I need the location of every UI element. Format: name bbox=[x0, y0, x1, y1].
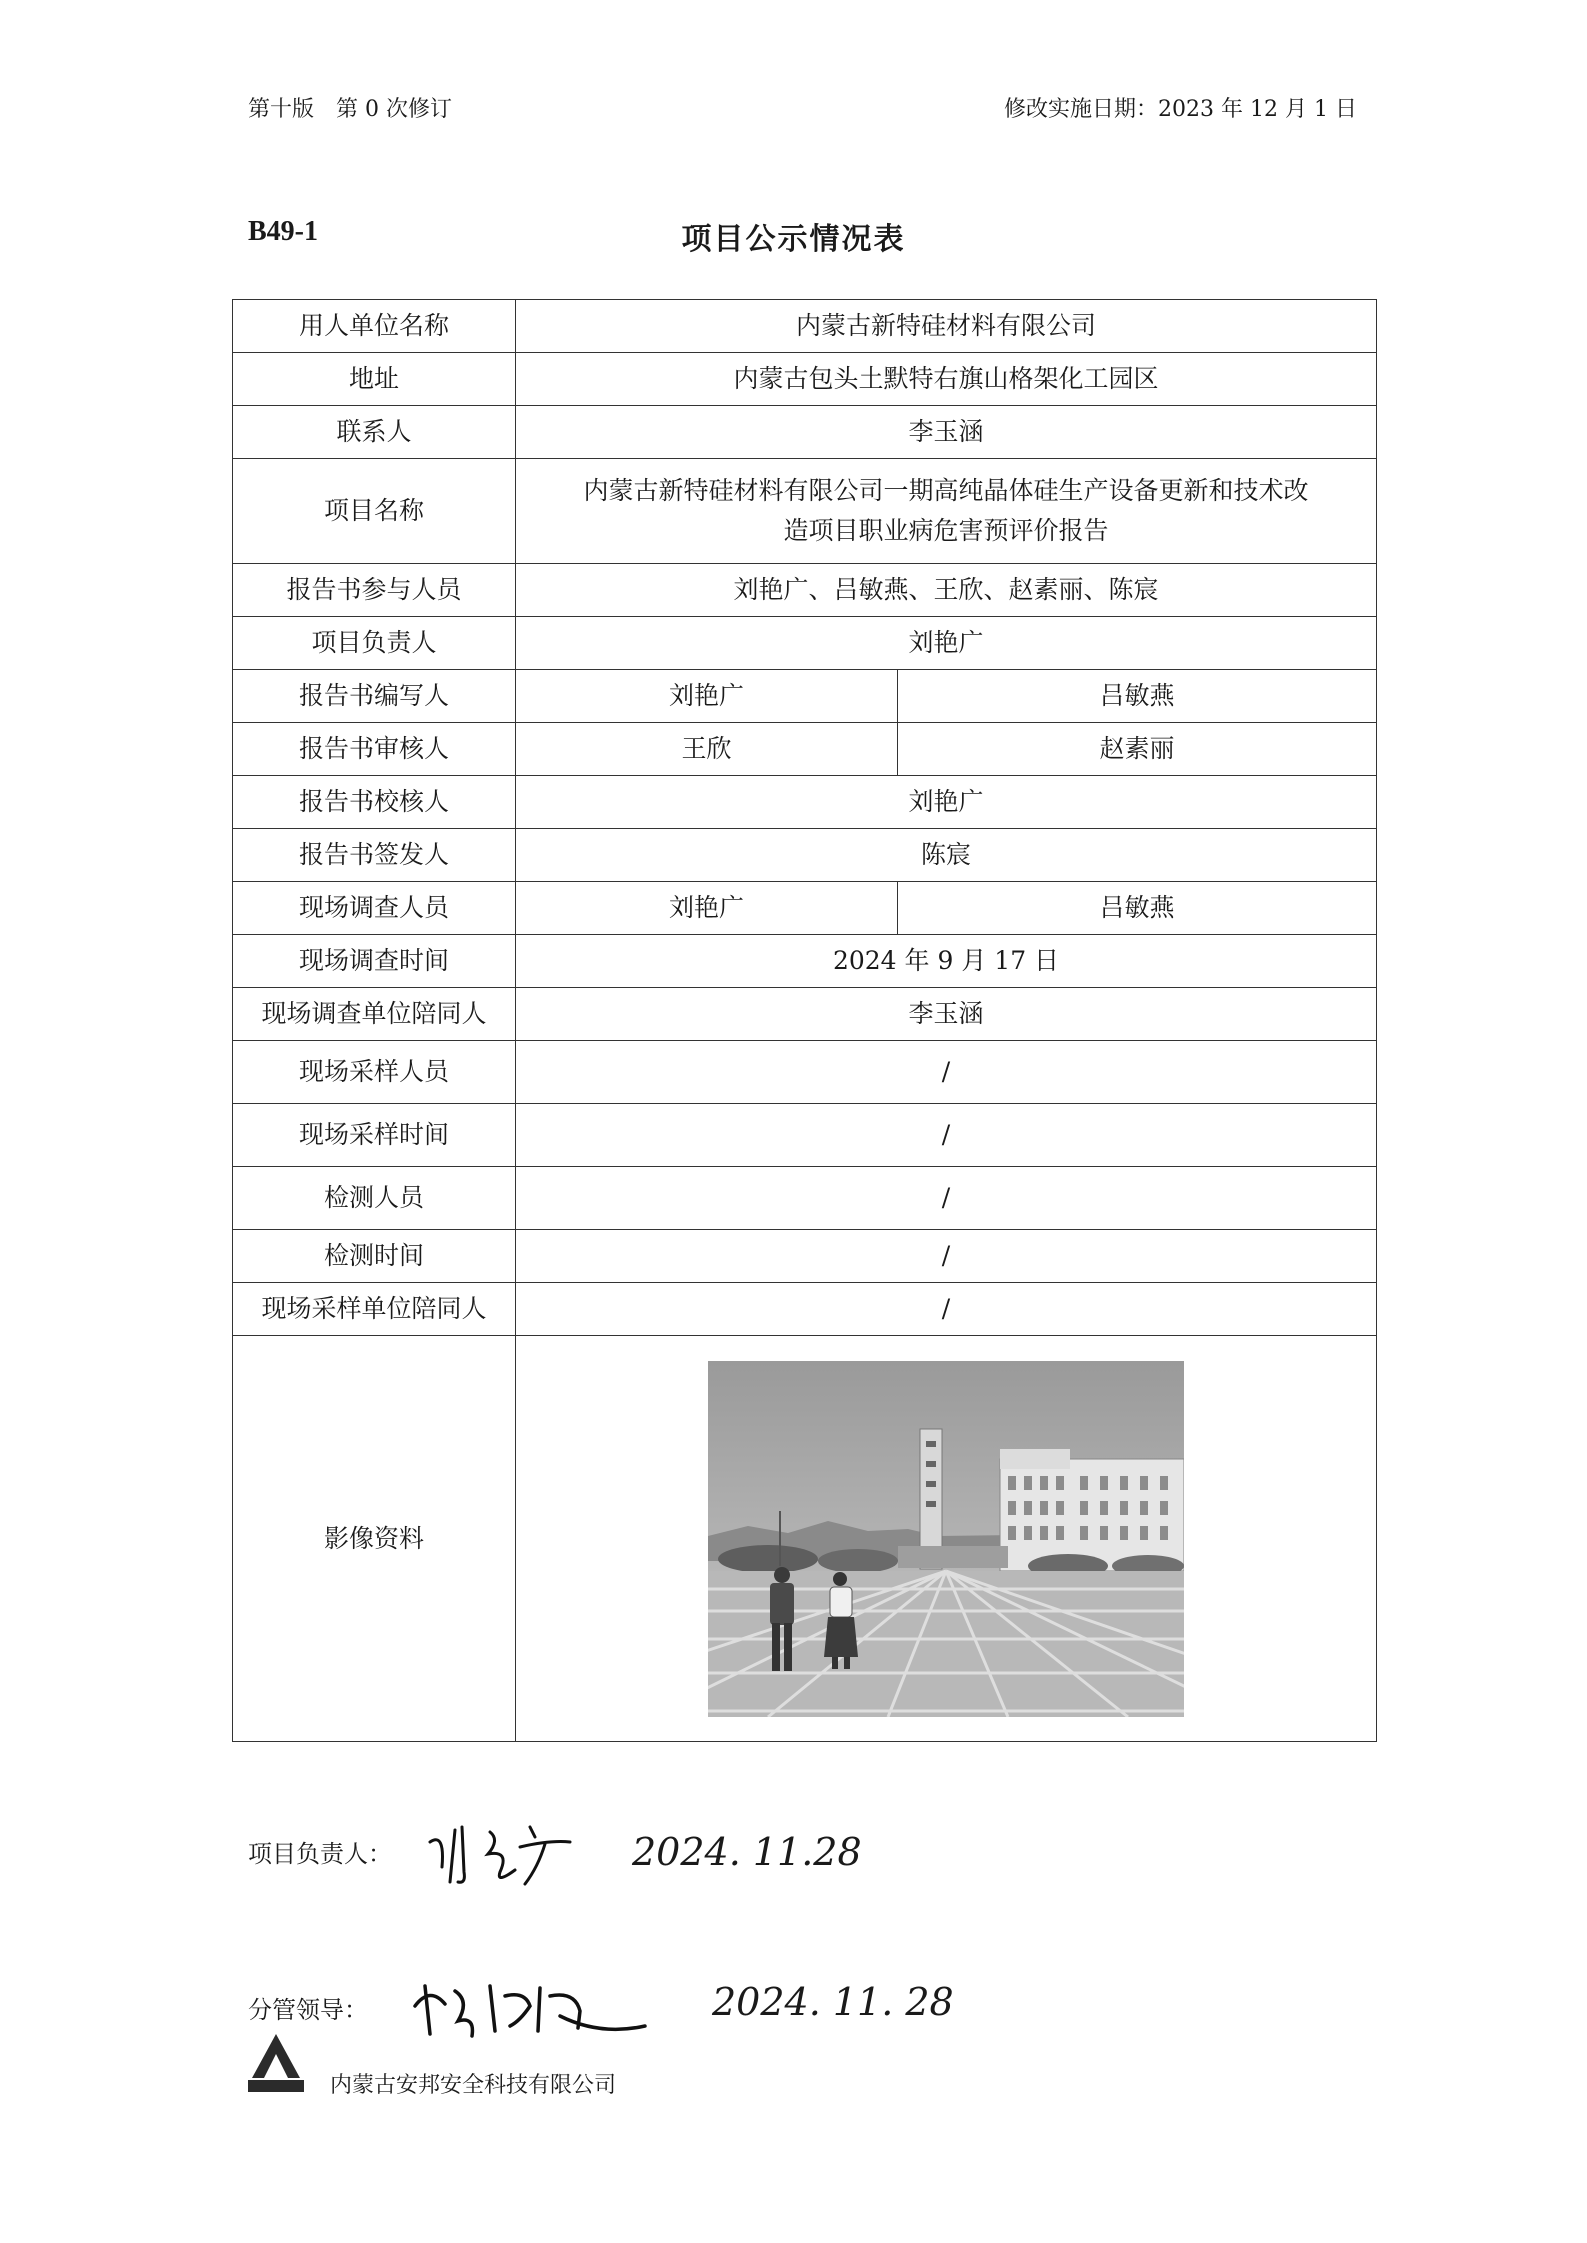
revision-date: 修改实施日期：2023 年 12 月 1 日 bbox=[1004, 97, 1357, 122]
participants-value: 刘艳广、吕敏燕、王欣、赵素丽、陈宸 bbox=[516, 564, 1377, 617]
table-row bbox=[233, 670, 1377, 723]
manager-signature bbox=[400, 1966, 660, 2046]
project-name-value bbox=[516, 459, 1377, 564]
manager-signature-date: 2024. 11. 28 bbox=[712, 1980, 954, 2024]
table-row bbox=[233, 1283, 1377, 1336]
table-row bbox=[233, 564, 1377, 617]
survey-escort-value: 李玉涵 bbox=[516, 988, 1377, 1041]
table-row bbox=[233, 1104, 1377, 1167]
company-name: 内蒙古安邦安全科技有限公司 bbox=[330, 2073, 617, 2098]
row-label: 项目名称 bbox=[233, 459, 516, 564]
row-label: 现场采样时间 bbox=[233, 1104, 516, 1167]
row-label: 项目负责人 bbox=[233, 617, 516, 670]
row-label: 现场采样人员 bbox=[233, 1041, 516, 1104]
table-row bbox=[233, 459, 1377, 564]
survey-staff-1: 刘艳广 bbox=[516, 882, 898, 935]
imagery-cell bbox=[516, 1336, 1377, 1742]
survey-staff-2: 吕敏燕 bbox=[898, 882, 1377, 935]
page-title: 项目公示情况表 bbox=[681, 222, 906, 257]
row-label: 报告书参与人员 bbox=[233, 564, 516, 617]
table-row bbox=[233, 723, 1377, 776]
sampling-time-value: / bbox=[516, 1104, 1377, 1167]
table-row bbox=[233, 406, 1377, 459]
proofreader-value: 刘艳广 bbox=[516, 776, 1377, 829]
row-label: 现场调查时间 bbox=[233, 935, 516, 988]
project-lead-signature bbox=[420, 1812, 630, 1892]
row-label: 地址 bbox=[233, 353, 516, 406]
manager-signature-label: 分管领导： bbox=[248, 1996, 368, 2024]
row-label: 影像资料 bbox=[233, 1336, 516, 1742]
table-row bbox=[233, 617, 1377, 670]
testing-time-value: / bbox=[516, 1230, 1377, 1283]
table-row bbox=[233, 1230, 1377, 1283]
address-value: 内蒙古包头土默特右旗山格架化工园区 bbox=[516, 353, 1377, 406]
row-label: 用人单位名称 bbox=[233, 300, 516, 353]
row-label: 联系人 bbox=[233, 406, 516, 459]
row-label: 现场采样单位陪同人 bbox=[233, 1283, 516, 1336]
row-label: 现场调查人员 bbox=[233, 882, 516, 935]
project-lead-value: 刘艳广 bbox=[516, 617, 1377, 670]
table-row bbox=[233, 1336, 1377, 1742]
disclosure-table bbox=[232, 299, 1377, 1742]
sampling-escort-value: / bbox=[516, 1283, 1377, 1336]
table-row bbox=[233, 776, 1377, 829]
project-name-line2: 造项目职业病危害预评价报告 bbox=[783, 516, 1109, 545]
row-label: 报告书校核人 bbox=[233, 776, 516, 829]
testing-staff-value: / bbox=[516, 1167, 1377, 1230]
sampling-staff-value: / bbox=[516, 1041, 1377, 1104]
survey-time-value: 2024 年 9 月 17 日 bbox=[516, 935, 1377, 988]
reviewer-1: 王欣 bbox=[516, 723, 898, 776]
row-label: 报告书审核人 bbox=[233, 723, 516, 776]
table-row bbox=[233, 829, 1377, 882]
writer-2: 吕敏燕 bbox=[898, 670, 1377, 723]
reviewer-2: 赵素丽 bbox=[898, 723, 1377, 776]
row-label: 检测人员 bbox=[233, 1167, 516, 1230]
writer-1: 刘艳广 bbox=[516, 670, 898, 723]
table-row bbox=[233, 882, 1377, 935]
form-code: B49-1 bbox=[248, 216, 318, 247]
table-row bbox=[233, 988, 1377, 1041]
table-row bbox=[233, 1167, 1377, 1230]
edition-label: 第十版 第 0 次修订 bbox=[248, 97, 452, 122]
row-label: 现场调查单位陪同人 bbox=[233, 988, 516, 1041]
project-name-line1: 内蒙古新特硅材料有限公司一期高纯晶体硅生产设备更新和技术改 bbox=[583, 476, 1309, 505]
table-row bbox=[233, 300, 1377, 353]
project-lead-signature-label: 项目负责人： bbox=[248, 1840, 392, 1868]
site-photo bbox=[708, 1361, 1184, 1717]
table-row bbox=[233, 353, 1377, 406]
row-label: 报告书编写人 bbox=[233, 670, 516, 723]
issuer-value: 陈宸 bbox=[516, 829, 1377, 882]
project-lead-signature-date: 2024. 11.28 bbox=[632, 1830, 862, 1874]
employer-name-value: 内蒙古新特硅材料有限公司 bbox=[516, 300, 1377, 353]
contact-value: 李玉涵 bbox=[516, 406, 1377, 459]
company-logo bbox=[248, 2030, 304, 2094]
table-row bbox=[233, 1041, 1377, 1104]
row-label: 检测时间 bbox=[233, 1230, 516, 1283]
row-label: 报告书签发人 bbox=[233, 829, 516, 882]
table-row bbox=[233, 935, 1377, 988]
